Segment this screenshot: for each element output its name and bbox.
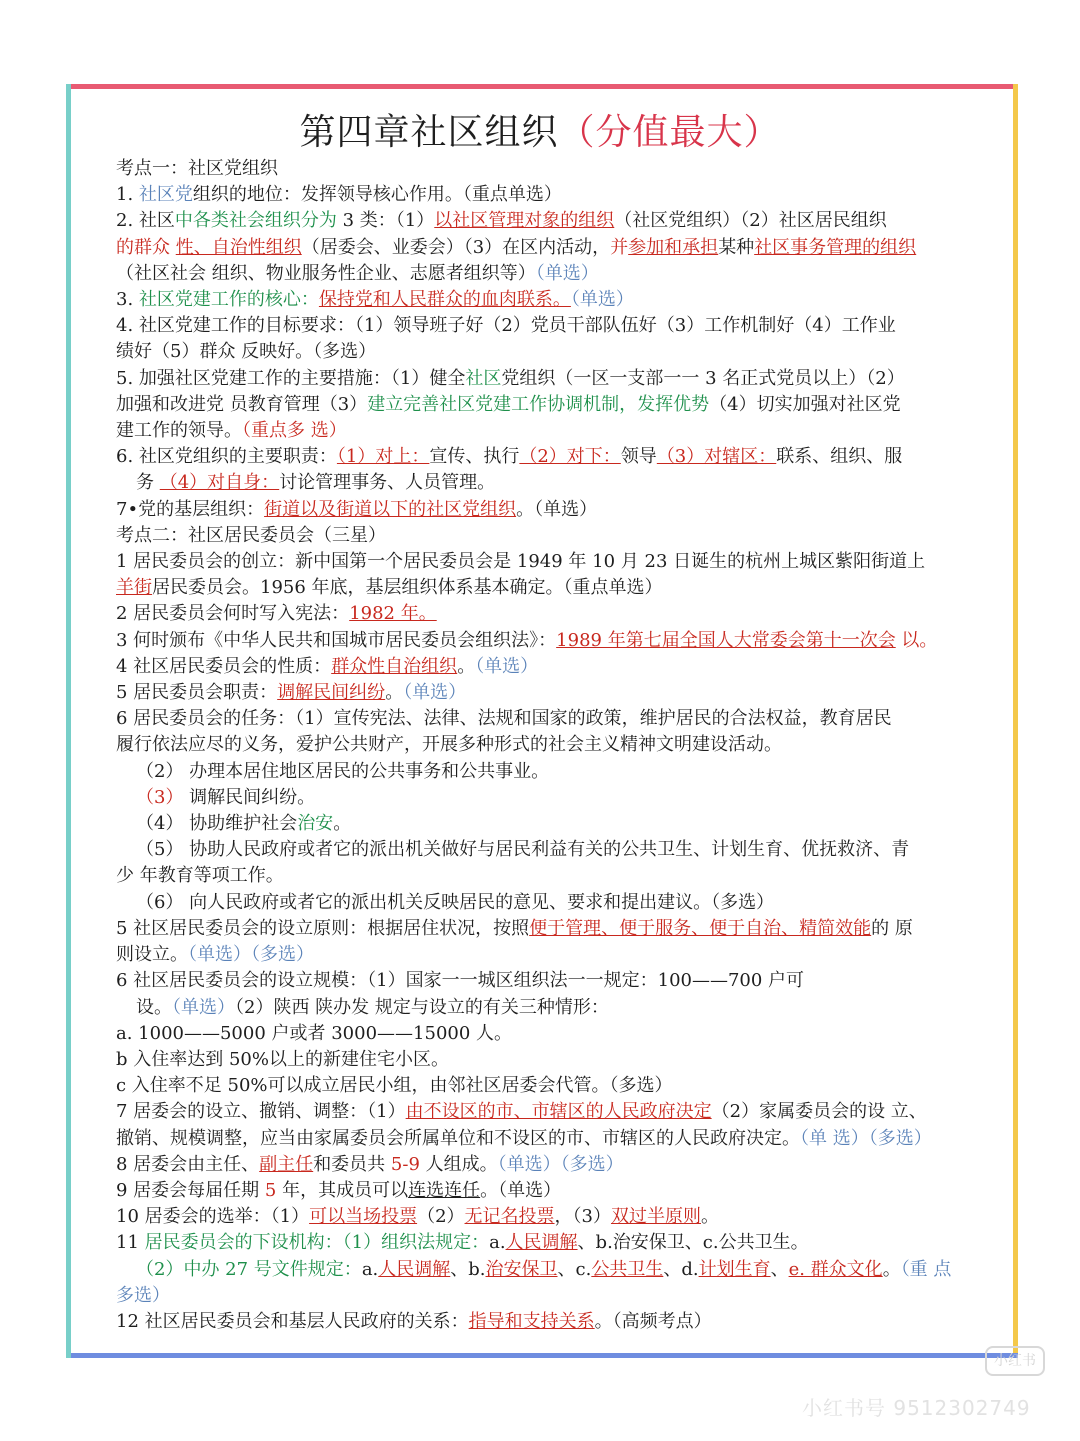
- text-line: a. 1000——5000 户或者 3000——15000 人。: [116, 1022, 513, 1044]
- text-line: 绩好（5）群众 反映好。（多选）: [116, 341, 377, 363]
- text-line: 12 社区居民委员会和基层人民政府的关系：指导和支持关系。（高频考点）: [116, 1310, 712, 1332]
- text-line: 7•党的基层组织：街道以及街道以下的社区党组织。（单选）: [116, 498, 598, 520]
- watermark: 小红书号 9512302749: [802, 1396, 1031, 1420]
- frame-bottom-border: [66, 1353, 1018, 1358]
- text-line: 9 居委会每届任期 5 年，其成员可以连选连任。（单选）: [116, 1179, 562, 1201]
- text-line: 1 居民委员会的创立：新中国第一个居民委员会是 1949 年 10 月 23 日诞生的杭州上城区紫阳街道上: [116, 551, 926, 573]
- title-main: 第四章社区组织: [299, 112, 559, 153]
- text-line: 4. 社区党建工作的目标要求：（1）领导班子好（2）党员干部队伍好（3）工作机制好（4）工作业: [116, 315, 896, 337]
- text-line: 6. 社区党组织的主要职责：（1）对上：宣传、执行（2）对下：领导（3）对辖区：联系、组织、服: [116, 446, 903, 468]
- text-line: 8 居委会由主任、副主任和委员共 5-9 人组成。（单选）（多选）: [116, 1153, 624, 1175]
- text-line: （2）中办 27 号文件规定：a.人民调解、b.治安保卫、c.公共卫生、d.计划生育、e. 群众文化。（重 点: [136, 1258, 952, 1280]
- title-highlight: （分值最大）: [558, 112, 781, 153]
- text-line: （3） 调解民间纠纷。: [136, 786, 316, 808]
- text-line: 2 居民委员会何时写入宪法：1982 年。: [116, 603, 437, 625]
- brand-logo: 小红书: [985, 1346, 1045, 1376]
- frame-left-border: [66, 84, 71, 1358]
- text-line: （2） 办理本居住地区居民的公共事务和公共事业。: [136, 760, 550, 782]
- text-line: 3 何时颁布《中华人民共和国城市居民委员会组织法》：1989 年第七届全国人大常委会第十一次会 以。: [116, 629, 938, 651]
- text-line: 则设立。（单选）（多选）: [116, 944, 314, 966]
- frame-right-border: [1013, 84, 1018, 1358]
- text-line: （6） 向人民政府或者它的派出机关反映居民的意见、要求和提出建议。（多选）: [136, 891, 775, 913]
- text-line: 少 年教育等项工作。: [116, 865, 284, 887]
- text-line: （4） 协助维护社会治安。: [136, 813, 352, 835]
- text-line: 10 居委会的选举：（1）可以当场投票（2）无记名投票，（3）双过半原则。: [116, 1206, 719, 1228]
- text-line: 设。（单选）（2）陕西 陕办发 规定与设立的有关三种情形：: [136, 996, 609, 1018]
- text-line: 建工作的领导。（重点多 选）: [116, 420, 347, 442]
- text-line: 5 社区居民委员会的设立原则：根据居住状况，按照便于管理、便于服务、便于自治、精简效能的 原: [116, 917, 913, 939]
- text-line: 羊街居民委员会。1956 年底，基层组织体系基本确定。（重点单选）: [116, 577, 663, 599]
- text-line: 6 社区居民委员会的设立规模：（1）国家一一城区组织法一一规定：100——700 户可: [116, 970, 805, 992]
- text-line: 7 居委会的设立、撤销、调整：（1）由不设区的市、市辖区的人民政府决定（2）家属委员会的设 立、: [116, 1101, 927, 1123]
- text-line: 1. 社区党组织的地位：发挥领导核心作用。（重点单选）: [116, 184, 562, 206]
- text-line: 6 居民委员会的任务：（1）宣传宪法、法律、法规和国家的政策，维护居民的合法权益，教育居民: [116, 708, 892, 730]
- text-line: 撤销、规模调整，应当由家属委员会所属单位和不设区的市、市辖区的人民政府决定。（单 选）（多选）: [116, 1127, 932, 1149]
- page-title: [0, 104, 1080, 155]
- text-line: b 入住率达到 50%以上的新建住宅小区。: [116, 1048, 449, 1070]
- text-line: 务 （4）对自身：讨论管理事务、人员管理。: [136, 472, 496, 494]
- document-body: [116, 156, 988, 1335]
- text-line: 履行依法应尽的义务，爱护公共财产，开展多种形式的社会主义精神文明建设活动。: [116, 734, 782, 756]
- section-heading-2: 考点二：社区居民委员会（三星）: [116, 524, 386, 546]
- text-line: 5. 加强社区党建工作的主要措施：（1）健全社区党组织（一区一支部一一 3 名正式党员以上）（2）: [116, 367, 905, 389]
- text-line: 的群众 性、自治性组织（居委会、业委会）（3）在区内活动，并参加和承担某种社区事务管理的组织: [116, 236, 917, 258]
- text-line: 3. 社区党建工作的核心：保持党和人民群众的血肉联系。（单选）: [116, 289, 634, 311]
- text-line: c 入住率不足 50%可以成立居民小组，由邻社区居委会代管。（多选）: [116, 1075, 673, 1097]
- text-line: 5 居民委员会职责：调解民间纠纷。（单选）: [116, 682, 467, 704]
- text-line: 多选）: [116, 1284, 170, 1306]
- text-line: 加强和改进党 员教育管理（3）建立完善社区党建工作协调机制，发挥优势（4）切实加强对社区党: [116, 393, 901, 415]
- text-line: （5） 协助人民政府或者它的派出机关做好与居民利益有关的公共卫生、计划生育、优抚救济、青: [136, 839, 910, 861]
- text-line: 4 社区居民委员会的性质：群众性自治组织。（单选）: [116, 655, 539, 677]
- text-line: 11 居民委员会的下设机构：（1）组织法规定：a.人民调解、b.治安保卫、c.公共卫生。: [116, 1232, 809, 1254]
- section-heading-1: 考点一：社区党组织: [116, 158, 278, 179]
- frame-top-border: [66, 84, 1018, 89]
- text-line: 2. 社区中各类社会组织分为 3 类：（1）以社区管理对象的组织（社区党组织）（2）社区居民组织: [116, 210, 887, 232]
- text-line: （社区社会 组织、物业服务性企业、志愿者组织等）（单选）: [116, 262, 599, 284]
